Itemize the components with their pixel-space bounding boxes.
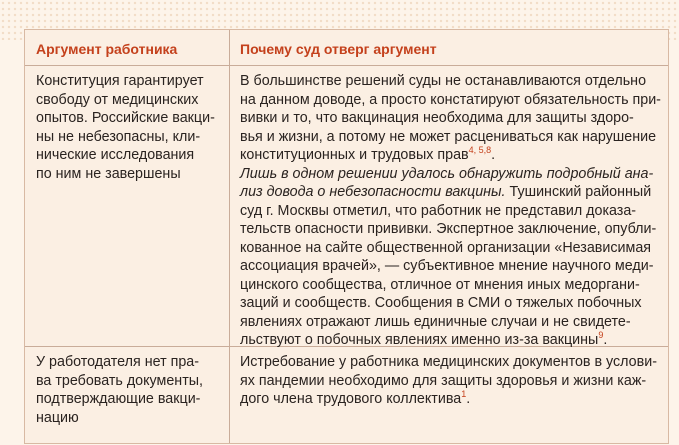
row1-reason-continued: Тушинский районный суд г. Москвы отметил, что работник не представил доказа- тельств опасности прививки. Экспертное заключение, опубли- кованное на сайте общественной организации «Независимая ассоциация врачей», — субъективное мнение научного меди- цинского сообщества, отличное от мнения иных медоргани- заций и сообществ. Сообщения в СМИ о тяжелых побочных явлениях отражают лишь единичные случаи и не свидете- льствуют о побочных явлениях именно из-за вакцины xyxy=(240,184,657,348)
column-divider xyxy=(229,30,230,443)
arguments-table xyxy=(24,29,669,444)
row1-footnote-ref: 4, 5,8 xyxy=(468,145,492,156)
row1-footnote-ref-2: 9 xyxy=(598,330,604,341)
header-court-reason: Почему суд отверг аргумент xyxy=(240,41,437,57)
header-employee-argument: Аргумент работника xyxy=(36,41,178,57)
row1-argument: Конституция гарантирует свободу от медицинских опытов. Российские вакци- ны не небезопасны, кли- нические исследования по ним не завершены xyxy=(36,73,215,182)
row1-reason-text: В большинстве решений суды не останавливаются отдельно на данном доводе, а просто констатируют обязательность при- вивки и то, что вакцинация необходима для защиты здоро- вья и жизни, а потому не может расцениваться как нарушение конституционных и трудовых прав xyxy=(240,73,661,163)
row1-reason: В большинстве решений суды не останавливаются отдельно на данном доводе, а просто констатируют обязательность при- вивки и то, что вакцинация необходима для защиты здоро- вья и жизни, а потому не может расцениваться как нарушение конституционных и трудовых прав$^{4, 5,8}$. Лишь в одном решении удалось обнаружить подробный ана- лиз довода о небезопасности вакцины. Тушинский районный суд г. Москвы отметил, что работник не представил доказа- тельств опасности прививки. Экспертное заключение, опубли- кованное на сайте общественной организации «Независимая ассоциация врачей», — субъективное мнение научного меди- цинского сообщества, отличное от мнения иных медоргани- заций и сообществ. Сообщения в СМИ о тяжелых побочных явлениях отражают лишь единичные случаи и не свидете- льствуют о побочных явлениях именно из-за вакцины$^9$. xyxy=(240,73,661,348)
row1-italic-text: Лишь в одном решении удалось обнаружить подробный ана- лиз довода о небезопасности вакцины. xyxy=(240,165,654,200)
row2-footnote-ref: 1 xyxy=(461,389,467,400)
row2-reason-text: Истребование у работника медицинских документов в услови- ях пандемии необходимо для защиты здоровья и жизни каж- дого члена трудового коллектива xyxy=(240,354,657,407)
row2-reason: Истребование у работника медицинских документов в услови- ях пандемии необходимо для защиты здоровья и жизни каж- дого члена трудового коллектива$^1$. xyxy=(240,354,657,407)
header-divider xyxy=(25,65,668,66)
row2-argument: У работодателя нет пра- ва требовать документы, подтверждающие вакци- нацию xyxy=(36,354,203,426)
